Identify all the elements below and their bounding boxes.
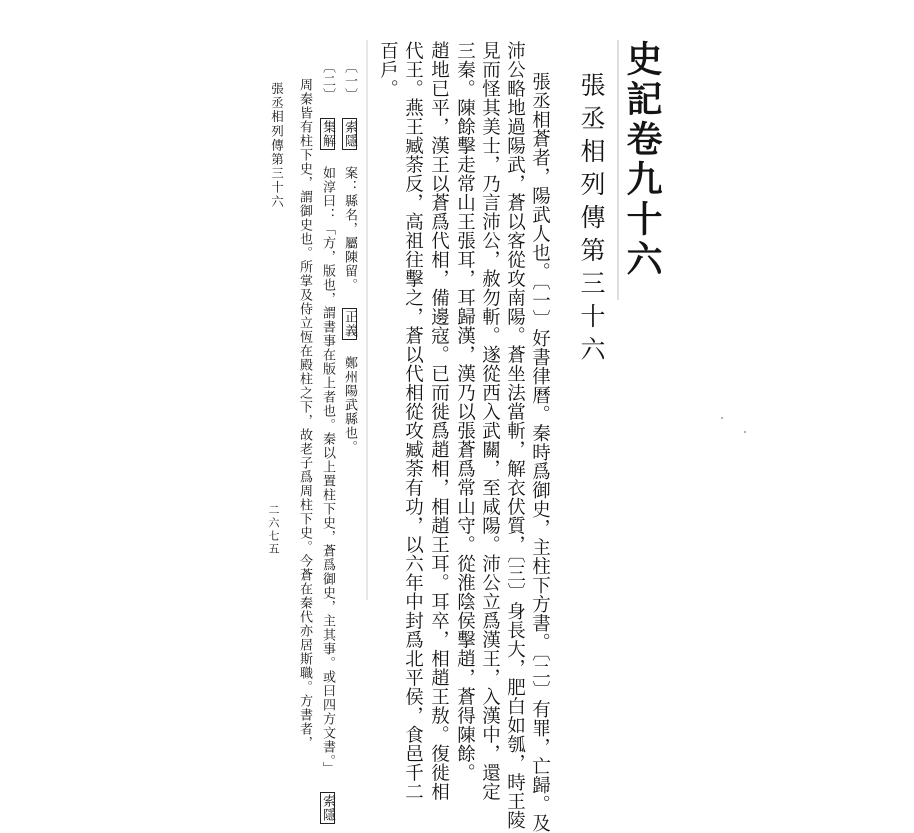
zhengyi-tag: 正義 [342,310,357,338]
suoyin-tag: 索隱 [320,793,335,822]
suoyin-tag: 索隱 [342,120,357,148]
body-column-2: 沛公略地過陽武，蒼以客從攻南陽。蒼坐法當斬，解衣伏質，〔三〕身長大，肥白如瓠，時王陵 [504,41,526,830]
body-column-1: 張丞相蒼者，陽武人也。〔一〕好書律曆。秦時爲御史，主柱下方書。〔二〕有罪，亡歸。及 [529,72,551,833]
note-marker: 〔二〕 [320,60,335,102]
jijie-tag: 集解 [320,120,335,148]
body-column-3: 見而怪其美士，乃言沛公，赦勿斬。遂從西入武關，至咸陽。沛公立爲漢王，入漢中，還定 [479,41,501,801]
body-column-6: 代王。燕王臧荼反，高祖往擊之，蒼以代相從攻臧荼有功，以六年中封爲北平侯，食邑千二 [402,41,424,801]
chapter-title: 張丞相列傳第三十六 [577,72,606,369]
page-number: 二六七五 [267,504,280,556]
body-column-7: 百戶。 [377,41,399,98]
note-1 [342,60,357,454]
note-2 [320,60,335,824]
body-column-5: 趙地已平，漢王以蒼爲代相，備邊寇。已而徙爲趙相，相趙王耳。耳卒，相趙王敖。復徙相 [428,41,450,801]
note-text: 鄭州陽武縣也。 [342,356,357,454]
body-column-4: 三秦。陳餘擊走常山王張耳，耳歸漢，漢乃以張蒼爲常山守。從淮陰侯擊趙，蒼得陳餘。 [454,41,476,782]
volume-title: 史記卷九十六 [621,40,663,280]
note-2-continuation: 周秦皆有柱下史，謂御史也。所掌及侍立恆在殿柱之下，故老子爲周柱下史。今蒼在秦代亦居斯職。方書者， [297,78,312,750]
scan-speck [721,417,723,419]
scan-speck [744,431,746,433]
running-head: 張丞相列傳第三十六 [269,82,285,209]
note-marker: 〔一〕 [342,60,357,102]
note-text: 案：縣名，屬陳留。 [342,166,357,292]
note-text: 如淳曰：「方，版也，謂書事在版上者也。秦以上置柱下史，蒼爲御史，主其事。或曰四方文書。」 [320,166,335,776]
